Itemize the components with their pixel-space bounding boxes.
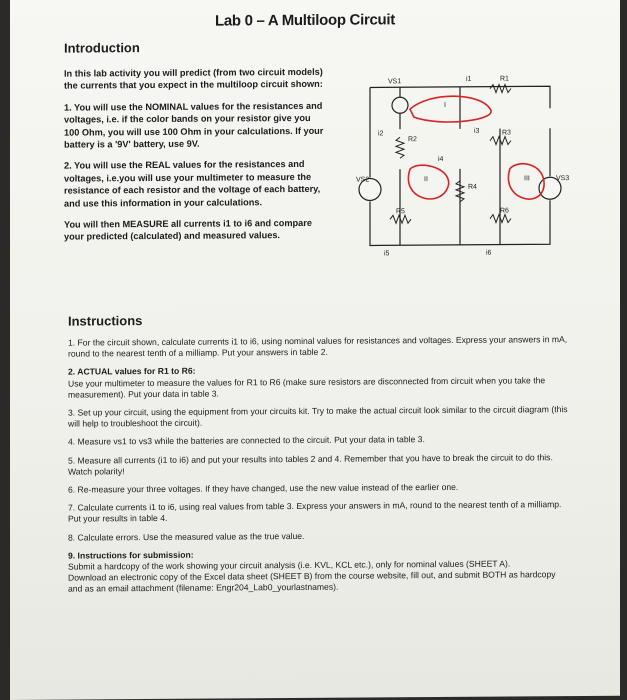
- intro-lead: In this lab activity you will predict (from two circuit models) the currents that you expect in the multiloop circuit shown:: [64, 66, 323, 92]
- label-i6: i6: [486, 249, 492, 257]
- instruction-step-6: 6. Re-measure your three voltages. If they have changed, use the new value instead of the earlier one.: [68, 481, 459, 495]
- label-i2: i2: [378, 130, 384, 138]
- label-vs1: VS1: [388, 78, 402, 86]
- page-title: Lab 0 – A Multiloop Circuit: [215, 11, 395, 30]
- instruction-step-2-heading: 2. ACTUAL values for R1 to R6:: [68, 366, 196, 378]
- introduction-body: [64, 66, 326, 253]
- label-r1: R1: [500, 75, 509, 83]
- instruction-step-2: Use your multimeter to measure the values for R1 to R6 (make sure resistors are disconnected from circuit when you take the measurement). Put your data in table 3.: [68, 374, 546, 400]
- introduction-heading: Introduction: [64, 40, 140, 56]
- instruction-step-9-heading: 9. Instructions for submission:: [68, 549, 194, 561]
- label-i1: i1: [466, 75, 472, 83]
- instruction-submit-email: Download an electronic copy of the Excel data sheet (SHEET B) from the course website, fill out, and submit BOTH as hardcopy and as an email attachment (filename: Engr204_Lab0_yourlastnames).: [68, 569, 556, 595]
- instructions-heading: Instructions: [68, 313, 143, 329]
- intro-item-real: 2. You will use the REAL values for the resistances and voltages, i.e.you will use your multimeter to measure the resistance of each resistor and the voltage of each battery, and use this information in your calculations.: [64, 159, 321, 209]
- instruction-step-8: 8. Calculate errors. Use the measured value as the true value.: [68, 530, 305, 543]
- instruction-step-1: 1. For the circuit shown, calculate currents i1 to i6, using nominal values for resistances and voltages. Express your answers in mA, round to the nearest tenth of a milliamp. Put your answers in table 2.: [68, 334, 568, 359]
- label-vs2: VS2: [356, 176, 370, 184]
- instructions-list: [68, 334, 568, 602]
- circuit-diagram: [340, 68, 578, 268]
- label-r3: R3: [502, 129, 511, 137]
- label-r2: R2: [408, 136, 417, 144]
- label-r4: R4: [468, 183, 477, 191]
- instruction-step-3: 3. Set up your circuit, using the equipment from your circuits kit. Try to make the actual circuit look similar to the circuit diagram (this will help to troubleshoot the circuit).: [68, 404, 568, 429]
- instruction-step-5: 5. Measure all currents (i1 to i6) and put your results into tables 2 and 4. Remember that you have to break the circuit to do this. Watch polarity!: [68, 451, 553, 477]
- label-r5: R5: [396, 208, 405, 216]
- label-r6: R6: [500, 207, 509, 215]
- label-loop-1: I: [444, 101, 446, 109]
- instruction-step-7: 7. Calculate currents i1 to i6, using real values from table 3. Express your answers in mA, round to the nearest tenth of a milliamp. Put your results in table 4.: [68, 499, 562, 525]
- intro-item-nominal: 1. You will use the NOMINAL values for the resistances and voltages, i.e. if the color bands on your resistor give you 100 Ohm, you will use 100 Ohm in your calculations. If your battery is a '9V' battery, use 9V.: [64, 100, 324, 150]
- instruction-step-4: 4. Measure vs1 to vs3 while the batteries are connected to the circuit. Put your data in table 3.: [68, 434, 425, 448]
- intro-measure: You will then MEASURE all currents i1 to i6 and compare your predicted (calculated) and measured values.: [64, 217, 312, 243]
- label-i5: i5: [384, 250, 390, 258]
- label-loop-2: II: [424, 176, 428, 184]
- instruction-submit-hardcopy: Submit a hardcopy of the work showing your circuit analysis (i.e. KVL, KCL etc.), only for nominal values (SHEET A).: [68, 558, 511, 572]
- label-i3: i3: [474, 127, 480, 135]
- label-i4: i4: [438, 155, 444, 164]
- label-vs3: VS3: [556, 175, 570, 183]
- circuit-svg: [340, 68, 578, 268]
- document-page: [10, 0, 620, 700]
- label-loop-3: III: [524, 175, 530, 183]
